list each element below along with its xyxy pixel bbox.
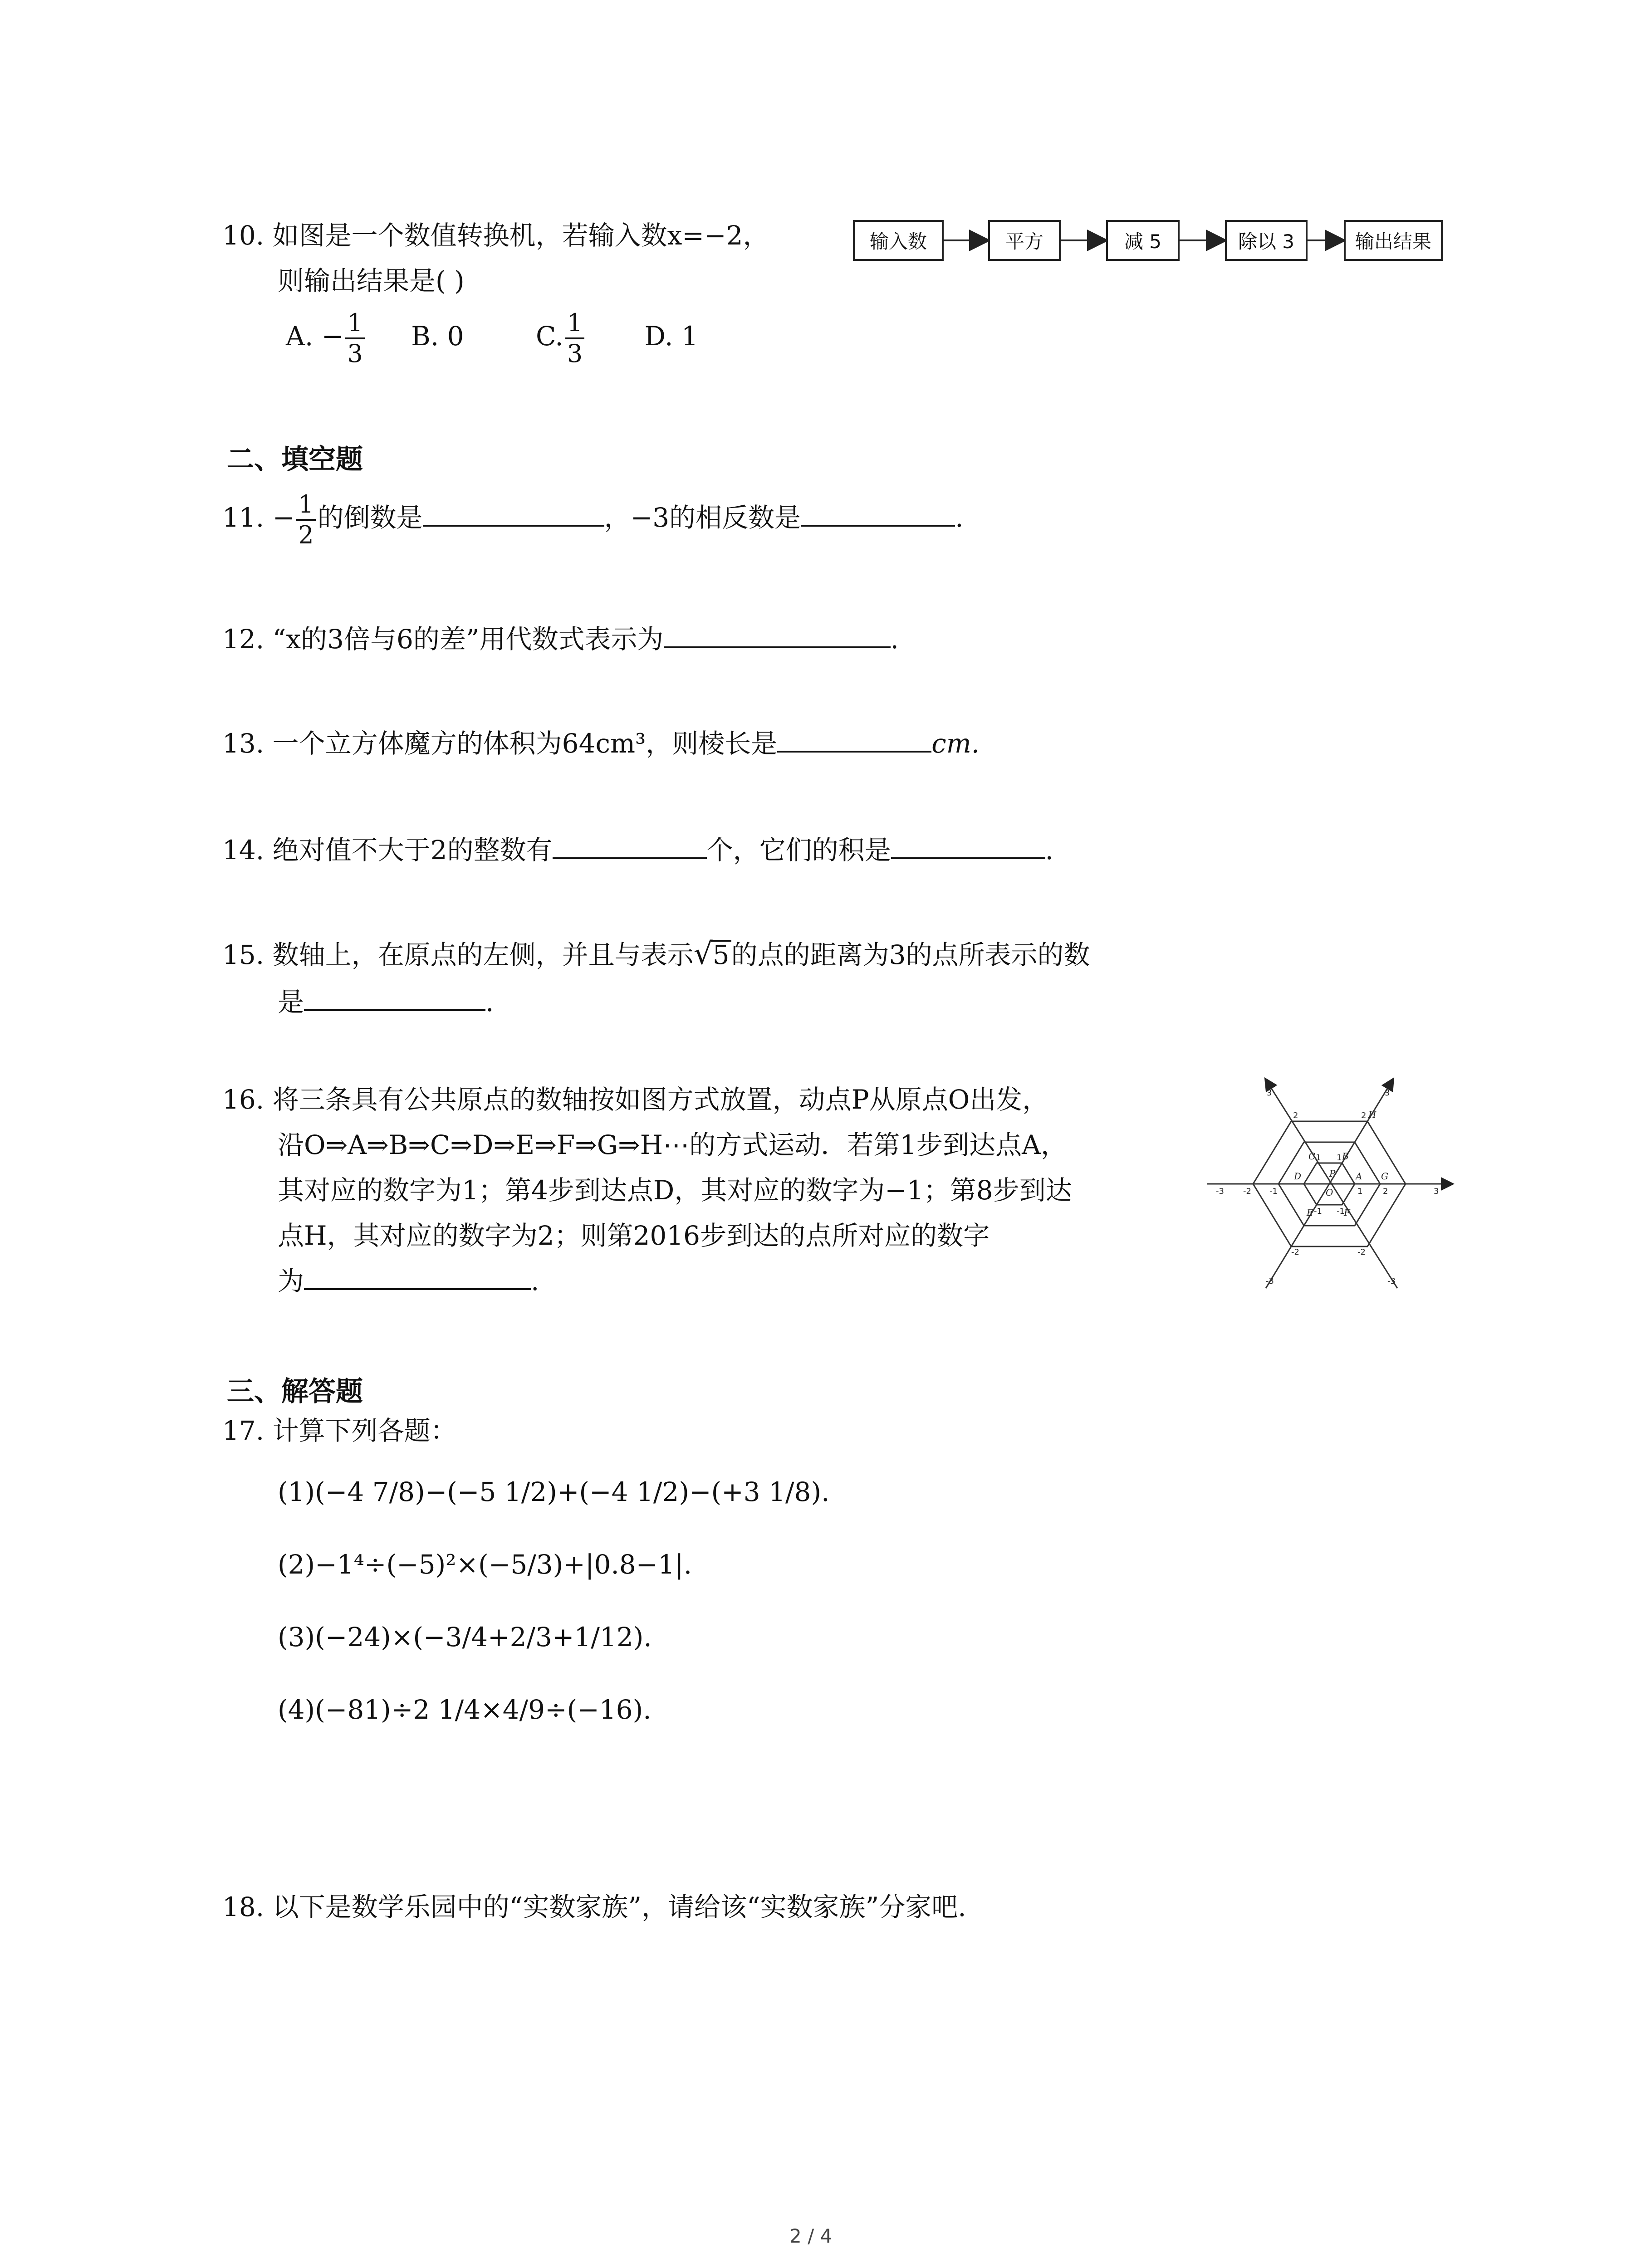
flow-output-box: 输出结果 (1344, 220, 1443, 261)
q16-line5: 为 . (278, 1266, 539, 1296)
flow-divide3-box: 除以 3 (1225, 220, 1308, 261)
q12: 12. “x的3倍与6的差”用代数式表示为 . (222, 624, 899, 655)
q11: 11. − $\frac{1}{2}$ 的倒数是 ，−3的相反数是 . (222, 490, 964, 549)
fig-point-p: P (1329, 1168, 1336, 1179)
fig-tick-u-2: 2 (1293, 1111, 1298, 1120)
q14-blank-2[interactable] (891, 839, 1045, 859)
q17-part3: (3)(−24)×(−3/4+2/3+1/12). (278, 1622, 652, 1652)
flow-square-box: 平方 (988, 220, 1061, 261)
q13-blank[interactable] (777, 733, 931, 753)
fig-tick-h-m2: -2 (1243, 1187, 1251, 1196)
fig-point-b: B (1342, 1151, 1349, 1162)
q17-part1: (1)(−4 7/8)−(−5 1/2)+(−4 1/2)−(+3 1/8). (278, 1476, 830, 1507)
fig-tick-h-1: 1 (1357, 1187, 1363, 1196)
q11-blank-2[interactable] (801, 507, 955, 527)
q11-blank-1[interactable] (423, 507, 604, 527)
q10-option-c-fraction: $\frac{1}{3}$ (565, 308, 584, 368)
fig-point-h: H (1368, 1109, 1376, 1120)
fig-tick-u-1: 1 (1316, 1153, 1321, 1163)
q14: 14. 绝对值不大于2的整数有 个，它们的积是 . (222, 835, 1054, 865)
q15-line2: 是 . (278, 987, 494, 1017)
q16-axes-figure (1198, 1070, 1461, 1297)
fig-tick-u-m2: -2 (1357, 1247, 1366, 1257)
q10-option-d: D. 1 (644, 321, 698, 352)
fig-tick-h-3: 3 (1434, 1187, 1439, 1196)
fig-point-f: F (1344, 1207, 1350, 1218)
fig-tick-d-3: 3 (1385, 1088, 1390, 1098)
fig-tick-d-m2: -2 (1291, 1247, 1299, 1257)
fig-tick-h-m1: -1 (1269, 1187, 1278, 1196)
section-answer-title: 三、解答题 (227, 1376, 363, 1408)
fig-tick-u-m3: -3 (1387, 1276, 1396, 1286)
q10-options (286, 308, 698, 368)
q14-blank-1[interactable] (553, 839, 707, 859)
q10-line2: 则输出结果是( ) (278, 265, 465, 296)
fig-tick-d-m3: -3 (1266, 1276, 1274, 1286)
fig-tick-d-2: 2 (1361, 1111, 1367, 1120)
fig-tick-d-m1: -1 (1314, 1207, 1322, 1216)
fig-point-a: A (1356, 1171, 1362, 1182)
q15-line1: 15. 数轴上，在原点的左侧，并且与表示√5的点的距离为3的点所表示的数 (222, 936, 1090, 971)
flow-minus5-box: 减 5 (1106, 220, 1180, 261)
fig-tick-d-1: 1 (1337, 1153, 1342, 1163)
q10-option-b: B. 0 (411, 321, 464, 352)
q18: 18. 以下是数学乐园中的“实数家族”，请给该“实数家族”分家吧. (222, 1892, 966, 1922)
q10-option-c-prefix: C. (536, 321, 563, 352)
q16-line1: 16. 将三条具有公共原点的数轴按如图方式放置，动点P从原点O出发， (222, 1084, 1049, 1115)
fig-point-e: E (1307, 1207, 1313, 1218)
section-fill-in-title: 二、填空题 (227, 444, 363, 475)
q12-blank[interactable] (664, 628, 891, 648)
fig-tick-h-m3: -3 (1216, 1187, 1224, 1196)
q17-part2: (2)−1⁴÷(−5)²×(−5/3)+|0.8−1|. (278, 1549, 692, 1580)
q16-blank[interactable] (304, 1270, 531, 1290)
fig-point-c: C (1308, 1151, 1316, 1162)
q16-line4: 点H，其对应的数字为2；则第2016步到达的点所对应的数字 (278, 1220, 990, 1251)
q17-part4: (4)(−81)÷2 1/4×4/9÷(−16). (278, 1694, 652, 1725)
flow-input-box: 输入数 (853, 220, 944, 261)
q16-line3: 其对应的数字为1；第4步到达点D，其对应的数字为−1；第8步到达 (278, 1175, 1072, 1206)
q10-option-a-fraction: $\frac{1}{3}$ (345, 308, 364, 368)
fig-point-g: G (1381, 1171, 1388, 1182)
fig-tick-h-2: 2 (1383, 1187, 1388, 1196)
q15-blank[interactable] (304, 991, 485, 1011)
q13: 13. 一个立方体魔方的体积为64cm³，则棱长是 cm. (222, 728, 980, 759)
page-number: 2 / 4 (789, 2225, 833, 2247)
fig-point-o: O (1326, 1187, 1333, 1198)
q17-head: 17. 计算下列各题： (222, 1415, 457, 1446)
fig-tick-u-3: 3 (1267, 1088, 1272, 1098)
fig-tick-u-m1: -1 (1337, 1207, 1345, 1216)
fig-point-d: D (1294, 1171, 1302, 1182)
q10-option-a-prefix: A. − (286, 321, 344, 352)
q10-line1: 10. 如图是一个数值转换机，若输入数x=−2， (222, 220, 769, 251)
q16-line2: 沿O⇒A⇒B⇒C⇒D⇒E⇒F⇒G⇒H⋯的方式运动．若第1步到达点A， (278, 1129, 1068, 1160)
